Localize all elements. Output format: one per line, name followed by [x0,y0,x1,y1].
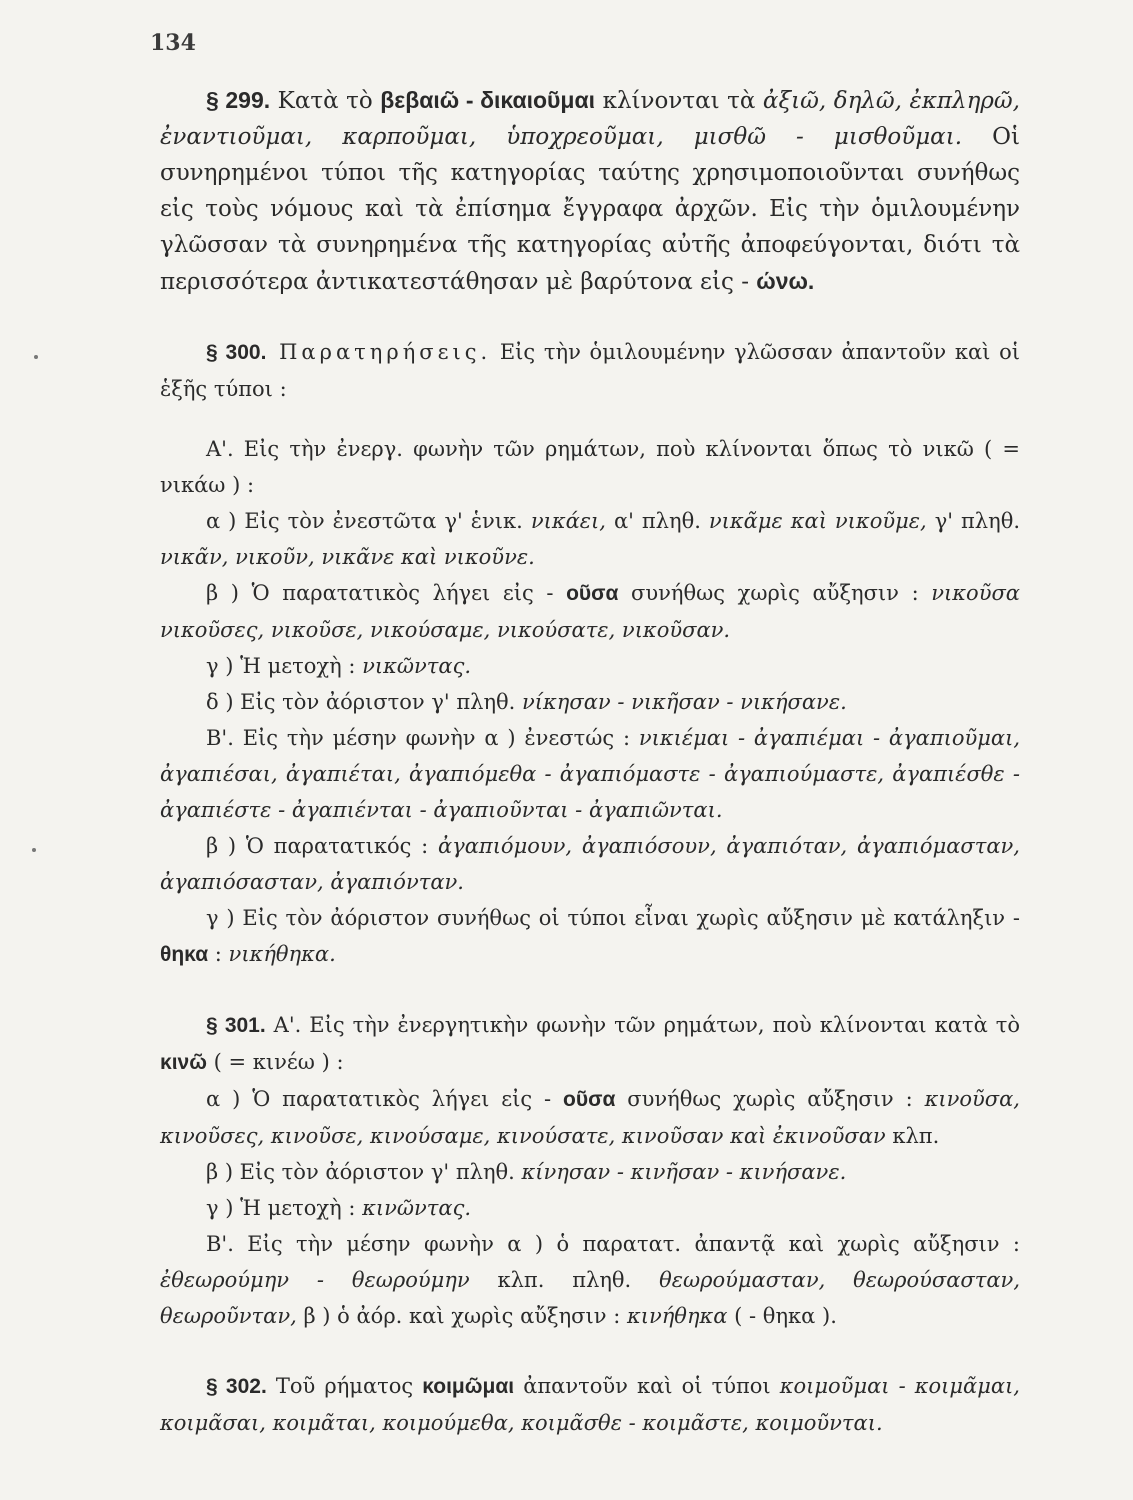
text: α' πληθ. [605,509,709,533]
italic-forms: κίνησαν - κινῆσαν - κινήσανε. [521,1160,847,1184]
section-302 [160,1368,1020,1441]
text: ( = κινέω ) : [206,1050,344,1074]
italic-forms: κινοῦσα, κινοῦσες, κινοῦσε, κινούσαμε, κινούσατε, κινοῦσαν καὶ ἐκινοῦσαν [160,1087,1020,1148]
text: Εἰς τὴν ὁμιλουμένην γλῶσσαν ἀπαντοῦν καὶ οἱ ἑξῆς τύποι : [160,340,1020,401]
text: συνήθως χωρὶς αὔξησιν : [615,1087,925,1111]
text: κλπ. πληθ. [469,1268,660,1292]
section-number: § 301. [206,1014,266,1037]
section-number: § 300. [206,341,267,364]
section-title: Παρατηρήσεις. [266,340,492,364]
italic-forms: νικάει, [530,509,606,533]
paragraph-300-A [160,431,1020,503]
scan-speck [32,848,36,852]
text: Α'. Εἰς τὴν ἐνεργητικὴν φωνὴν τῶν ρημάτων, ποὺ κλίνονται κατὰ τὸ [265,1013,1020,1037]
page-body [160,82,1020,1441]
italic-forms: κινῶντας. [362,1196,472,1220]
text: δ ) Εἰς τὸν ἀόριστον γ' πληθ. [206,690,523,714]
text: β ) Ὁ παρατατικὸς λήγει εἰς - [206,581,567,605]
italic-forms: νικοῦσα νικοῦσες, νικοῦσε, νικούσαμε, νικούσατε, νικοῦσαν. [160,581,1020,642]
bold-term: θηκα [160,943,209,966]
text: α ) Εἰς τὸν ἐνεστῶτα γ' ἑνικ. [206,509,531,533]
paragraph-301-g [160,1190,1020,1226]
paragraph-301-B [160,1226,1020,1334]
text: κλπ. [885,1124,940,1148]
italic-forms: ἀγαπιόμουν, ἀγαπιόσουν, ἀγαπιόταν, ἀγαπιόμασταν, ἀγαπιόσασταν, ἀγαπιόνταν. [160,834,1020,894]
italic-forms: θεωρούμασταν, θεωρούσασταν, θεωροῦνταν, [160,1268,1020,1328]
section-number: § 299. [206,87,271,113]
scan-speck [34,355,38,359]
text: Β'. Εἰς τὴν μέσην φωνὴν α ) ἐνεστώς : [206,726,639,750]
text: α ) Ὁ παρατατικὸς λήγει εἰς - [206,1087,564,1111]
bold-term: βεβαιῶ - δικαιοῦμαι [380,87,596,113]
italic-forms: κοιμοῦμαι - κοιμᾶμαι, κοιμᾶσαι, κοιμᾶται, κοιμούμεθα, κοιμᾶσθε - κοιμᾶστε, κοιμοῦνται. [160,1374,1020,1435]
text: συνήθως χωρὶς αὔξησιν : [618,581,932,605]
text: Β'. Εἰς τὴν μέσην φωνὴν α ) ὁ παρατατ. ἀπαντᾷ καὶ χωρὶς αὔξησιν : [206,1232,1020,1256]
text: ( - θηκα ). [727,1304,837,1328]
paragraph-300-Bb [160,828,1020,900]
text: γ ) Ἡ μετοχὴ : [206,654,363,678]
italic-forms: νικᾶμε καὶ νικοῦμε, [708,509,927,533]
paragraph-300-Bg [160,900,1020,973]
paragraph-300-g [160,648,1020,684]
page-number: 134 [150,30,196,56]
bold-term: οῦσα [563,1088,616,1111]
text: Οἱ συνηρημένοι τύποι τῆς κατηγορίας ταύτης χρησιμοποιοῦνται συνήθως εἰς τοὺς νόμους καὶ τὰ ἐπίσημα ἔγγραφα ἀρχῶν. Εἰς τὴν ὁμιλουμένην γλῶσσαν τὰ συνηρημένα τῆς κατηγορίας αὐτῆς ἀποφεύγονται, διότι τὰ περισσότερα ἀντικατεστάθησαν μὲ βαρύτονα εἰς - [160,124,1020,295]
text: β ) Ὁ παρατατικός : [206,834,438,858]
text: γ' πληθ. [926,509,1021,533]
italic-forms: νίκησαν - νικῆσαν - νικήσανε. [522,690,847,714]
text: β ) ὁ ἀόρ. καὶ χωρὶς αὔξησιν : [296,1304,627,1328]
italic-forms: νικᾶν, νικοῦν, νικᾶνε καὶ νικοῦνε. [160,545,535,569]
section-301 [160,1007,1020,1081]
text: γ ) Ἡ μετοχὴ : [206,1196,363,1220]
italic-forms: νικῶντας. [362,654,472,678]
text: : [208,942,229,966]
italic-forms: νικιέμαι - ἀγαπιέμαι - ἀγαπιοῦμαι, ἀγαπιέσαι, ἀγαπιέται, ἀγαπιόμεθα - ἀγαπιόμαστε - ἀγαπιούμαστε, ἀγαπιέσθε - ἀγαπιέστε - ἀγαπιένται - ἀγαπιοῦνται - ἀγαπιῶνται. [160,726,1020,822]
text: Α'. Εἰς τὴν ἐνεργ. φωνὴν τῶν ρημάτων, ποὺ κλίνονται ὅπως τὸ νικῶ ( = νικάω ) : [160,437,1020,497]
text: κλίνονται τὰ [595,88,763,114]
bold-term: ώνω. [756,268,815,294]
italic-forms: ἐθεωρούμην - θεωρούμην [160,1268,470,1292]
section-299 [160,82,1020,300]
paragraph-301-b [160,1154,1020,1190]
text: Τοῦ ρήματος [266,1374,423,1398]
text: γ ) Εἰς τὸν ἀόριστον συνήθως οἱ τύποι εἶναι χωρὶς αὔξησιν μὲ κατάληξιν - [206,906,1020,930]
paragraph-300-d [160,684,1020,720]
text: β ) Εἰς τὸν ἀόριστον γ' πληθ. [206,1160,522,1184]
bold-term: οῦσα [566,582,619,605]
paragraph-301-a [160,1081,1020,1154]
italic-forms: κινήθηκα [626,1304,728,1328]
paragraph-300-a [160,503,1020,575]
section-number: § 302. [206,1375,267,1398]
paragraph-300-b [160,575,1020,648]
bold-term: κοιμῶμαι [422,1375,515,1398]
paragraph-300-B [160,720,1020,828]
italic-forms: νικήθηκα. [228,942,336,966]
text: Κατὰ τὸ [270,88,381,114]
section-300 [160,334,1020,407]
italic-forms: ἀξιῶ, δηλῶ, ἐκπληρῶ, ἐναντιοῦμαι, καρποῦμαι, ὑποχρεοῦμαι, μισθῶ - μισθοῦμαι. [160,88,1020,150]
bold-term: κινῶ [160,1051,207,1074]
text: ἀπαντοῦν καὶ οἱ τύποι [514,1374,780,1398]
